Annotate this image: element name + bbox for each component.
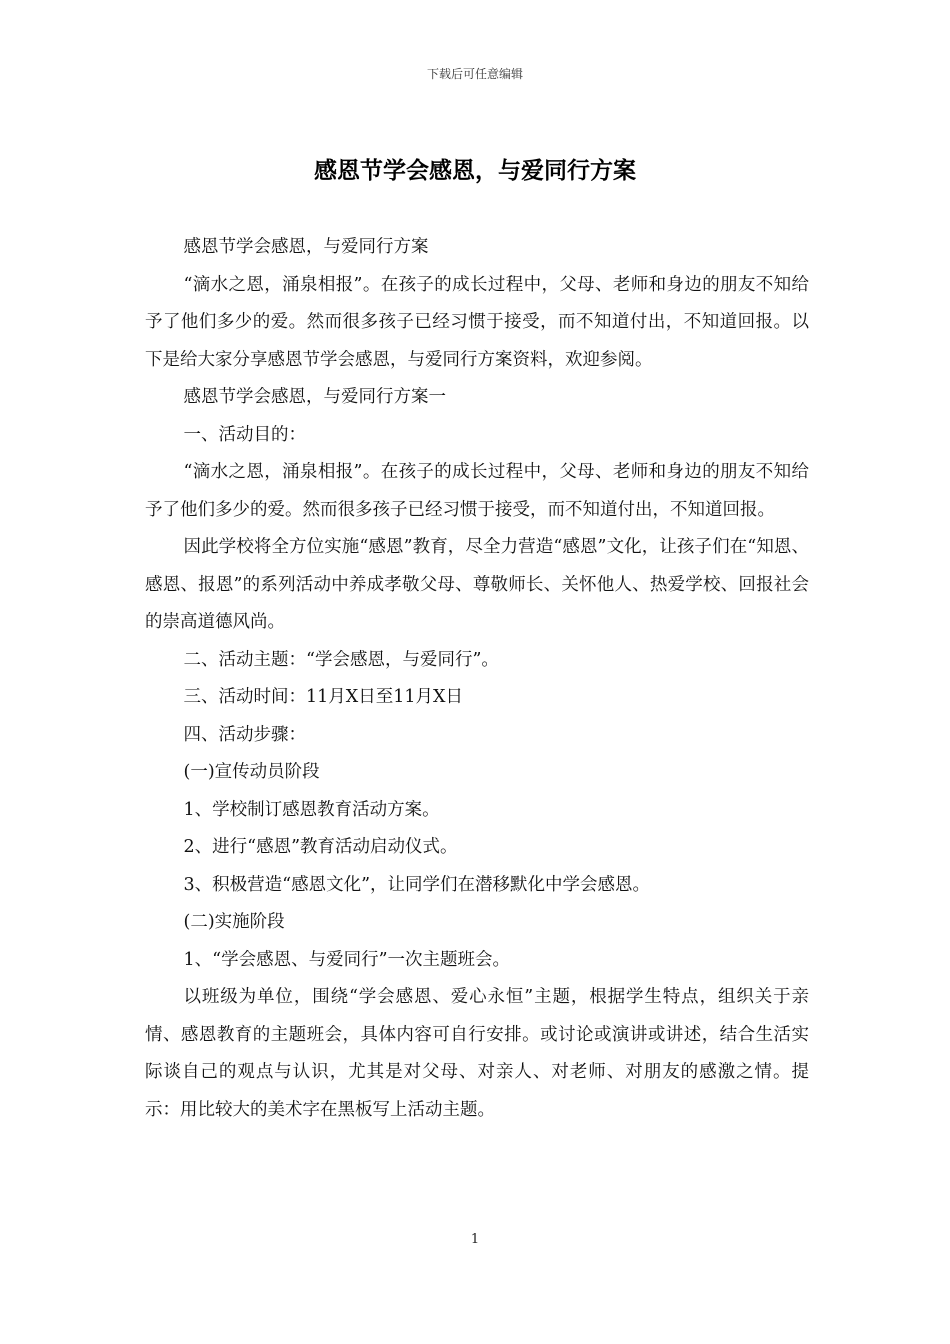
paragraph-intro: “滴水之恩，涌泉相报”。在孩子的成长过程中，父母、老师和身边的朋友不知给予了他们多少的爱。然而很多孩子已经习惯于接受，而不知道付出，不知道回报。以下是给大家分享感恩节学会感恩，与爱同行方案资料，欢迎参阅。 <box>145 274 809 370</box>
paragraph-stage-two: (二)实施阶段 <box>183 912 285 932</box>
paragraph-step-1: 1、学校制订感恩教育活动方案。 <box>183 799 440 820</box>
paragraph-stage-one: (一)宣传动员阶段 <box>183 762 320 782</box>
paragraph-section-time: 三、活动时间：11月X日至11月X日 <box>183 687 463 707</box>
paragraph-step-3: 3、积极营造“感恩文化”，让同学们在潜移默化中学会感恩。 <box>183 874 651 895</box>
paragraph-step-2: 2、进行“感恩”教育活动启动仪式。 <box>183 837 458 857</box>
document-title: 感恩节学会感恩，与爱同行方案 <box>314 157 636 184</box>
paragraph-subtitle: 感恩节学会感恩，与爱同行方案 <box>183 237 429 257</box>
paragraph-section-purpose: 一、活动目的： <box>183 424 306 445</box>
paragraph-class-meeting: 以班级为单位，围绕“学会感恩、爱心永恒”主题，根据学生特点，组织关于亲情、感恩教育的主题班会，具体内容可自行安排。或讨论或演讲或讲述，结合生活实际谈自己的观点与认识，尤其是对父母、对亲人、对老师、对朋友的感激之情。提示：用比较大的美术字在黑板写上活动主题。 <box>145 987 809 1120</box>
paragraph-purpose-text: “滴水之恩，涌泉相报”。在孩子的成长过程中，父母、老师和身边的朋友不知给予了他们多少的爱。然而很多孩子已经习惯于接受，而不知道付出，不知道回报。 <box>145 462 809 520</box>
page-header-note: 下载后可任意编辑 <box>426 67 523 81</box>
page-number: 1 <box>470 1232 480 1247</box>
paragraph-section-theme: 二、活动主题：“学会感恩，与爱同行”。 <box>183 649 499 670</box>
paragraph-plan-one-heading: 感恩节学会感恩，与爱同行方案一 <box>183 387 446 407</box>
paragraph-stage-two-item-1: 1、“学会感恩、与爱同行”一次主题班会。 <box>183 949 511 970</box>
paragraph-purpose-detail: 因此学校将全方位实施“感恩”教育，尽全力营造“感恩”文化，让孩子们在“知恩、感恩、报恩”的系列活动中养成孝敬父母、尊敬师长、关怀他人、热爱学校、回报社会的崇高道德风尚。 <box>145 537 809 632</box>
paragraph-section-steps: 四、活动步骤： <box>183 724 306 745</box>
document-body <box>145 229 809 1129</box>
